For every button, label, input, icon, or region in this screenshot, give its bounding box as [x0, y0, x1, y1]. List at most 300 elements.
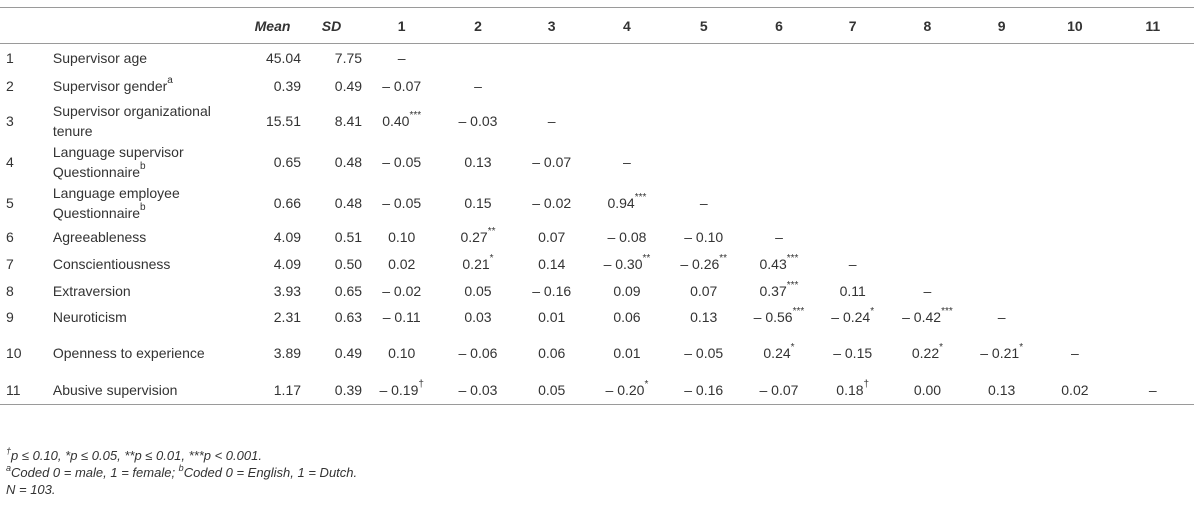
column-header-9: 6 — [742, 8, 815, 44]
mean-value: 2.31 — [273, 309, 302, 325]
correlation-cell — [362, 376, 441, 405]
correlation-cell — [965, 73, 1038, 100]
correlation-value: – — [848, 256, 857, 272]
sd-value: 0.49 — [334, 345, 363, 361]
correlation-cell — [441, 304, 514, 331]
row-number: 11 — [0, 376, 53, 405]
correlation-cell — [890, 182, 965, 224]
correlation-cell — [441, 100, 514, 142]
correlation-value: 0.10 — [388, 345, 416, 361]
correlation-value: – 0.02 — [532, 194, 572, 211]
column-header-11: 8 — [890, 8, 965, 44]
correlation-cell — [816, 376, 890, 405]
column-header-12: 9 — [965, 8, 1038, 44]
note-segment: *** — [188, 448, 204, 463]
correlation-cell — [362, 44, 441, 73]
correlation-value: 0.18 — [836, 381, 864, 398]
correlation-cell — [965, 182, 1038, 224]
sd-value: 0.49 — [334, 78, 363, 94]
significance-mark: ** — [719, 253, 728, 265]
correlation-value: 0.01 — [613, 345, 641, 361]
correlation-cell — [965, 376, 1038, 405]
correlation-value: – 0.19 — [379, 381, 419, 398]
correlation-cell — [441, 142, 514, 182]
correlation-value: – 0.10 — [684, 229, 724, 245]
correlation-cell — [362, 182, 441, 224]
correlation-value: 0.01 — [538, 309, 566, 325]
variable-footnote-mark: b — [140, 201, 146, 213]
correlation-cell — [965, 142, 1038, 182]
correlation-cell — [515, 224, 589, 251]
correlation-cell — [515, 44, 589, 73]
correlation-value: – 0.08 — [607, 229, 647, 245]
note-segment: a — [6, 462, 12, 473]
correlation-cell — [1038, 304, 1111, 331]
row-number: 10 — [6, 345, 22, 361]
correlation-value: – 0.06 — [458, 345, 498, 361]
correlation-cell — [515, 100, 589, 142]
correlation-cell — [1038, 224, 1111, 251]
correlation-cell — [816, 182, 890, 224]
correlation-cell — [589, 331, 665, 376]
correlation-value: 0.03 — [464, 309, 492, 325]
row-number: 8 — [6, 282, 14, 299]
sd-value: 0.48 — [334, 153, 363, 170]
mean-value: 0.65 — [273, 153, 302, 170]
correlation-cell — [742, 142, 815, 182]
column-header-8: 5 — [665, 8, 742, 44]
correlation-value: – — [1148, 381, 1157, 398]
correlation-value: – 0.56 — [753, 309, 793, 325]
correlation-cell — [441, 278, 514, 304]
correlation-cell — [1112, 304, 1195, 331]
variable-name — [53, 251, 244, 278]
correlation-cell — [965, 44, 1038, 73]
correlation-cell — [1112, 278, 1195, 304]
correlation-cell — [362, 142, 441, 182]
correlation-cell — [515, 278, 589, 304]
correlation-cell — [1038, 182, 1111, 224]
significance-mark: *** — [941, 306, 953, 318]
correlation-value: – 0.11 — [382, 309, 421, 325]
correlation-cell — [890, 331, 965, 376]
note-segment: N = 103. — [6, 482, 56, 497]
correlation-cell — [1112, 182, 1195, 224]
correlation-cell — [665, 182, 742, 224]
correlation-cell — [816, 73, 890, 100]
correlation-cell — [665, 44, 742, 73]
significance-mark: ** — [642, 253, 651, 265]
significance-mark: * — [870, 306, 875, 318]
correlation-cell — [665, 251, 742, 278]
correlation-cell — [362, 251, 441, 278]
correlation-cell — [890, 224, 965, 251]
correlation-value: 0.11 — [839, 282, 866, 299]
table-header-row — [0, 8, 1194, 44]
correlation-value: 0.09 — [613, 282, 641, 299]
correlation-cell — [890, 73, 965, 100]
correlation-cell — [589, 251, 665, 278]
correlation-cell — [362, 73, 441, 100]
column-header-4: 1 — [362, 8, 441, 44]
variable-name — [53, 278, 244, 304]
sd-value: 0.48 — [334, 194, 363, 211]
correlation-cell — [890, 100, 965, 142]
correlation-cell — [589, 142, 665, 182]
correlation-cell — [742, 376, 815, 405]
mean-value: 4.09 — [273, 229, 302, 245]
correlation-value: 0.43 — [759, 256, 787, 272]
column-header-0 — [0, 8, 53, 44]
table-row — [0, 251, 1194, 278]
note-segment: Coded 0 = male, 1 = female; — [11, 465, 179, 480]
column-header-10: 7 — [816, 8, 890, 44]
sd-value: 0.65 — [334, 282, 363, 299]
correlation-value: 0.40 — [382, 112, 410, 129]
note-segment: p < 0.001. — [203, 448, 262, 463]
variable-label: Supervisor organizational tenure — [52, 102, 211, 139]
correlation-value: – 0.07 — [532, 153, 572, 170]
correlation-cell — [515, 376, 589, 405]
correlation-value: – — [1070, 345, 1079, 361]
correlation-cell — [742, 73, 815, 100]
correlation-cell — [589, 44, 665, 73]
correlation-cell — [665, 304, 742, 331]
correlation-cell — [1038, 142, 1111, 182]
variable-label: Conscientiousness — [52, 256, 171, 272]
correlation-cell — [742, 278, 815, 304]
table-row — [0, 331, 1194, 376]
correlation-value: 0.15 — [464, 194, 492, 211]
correlation-value: 0.13 — [464, 153, 492, 170]
correlation-value: 0.02 — [1061, 381, 1089, 398]
correlation-cell — [589, 376, 665, 405]
correlation-cell — [589, 224, 665, 251]
column-header-6: 3 — [515, 8, 589, 44]
significance-mark: *** — [634, 191, 647, 203]
correlation-cell — [362, 278, 441, 304]
correlation-cell — [965, 251, 1038, 278]
variable-label: Agreeableness — [52, 229, 147, 245]
correlation-cell — [742, 331, 815, 376]
correlation-cell — [890, 278, 965, 304]
table-row — [0, 44, 1194, 73]
variable-name — [53, 331, 244, 376]
correlation-value: – 0.30 — [603, 256, 643, 272]
correlation-cell — [890, 304, 965, 331]
coding-note — [6, 464, 357, 481]
correlation-value: – 0.05 — [382, 153, 422, 170]
correlation-cell — [1112, 376, 1195, 405]
correlation-cell — [441, 224, 514, 251]
correlation-cell — [589, 278, 665, 304]
significance-mark: * — [790, 342, 795, 354]
correlation-value: 0.94 — [607, 194, 635, 211]
correlation-cell — [890, 142, 965, 182]
column-header-7: 4 — [589, 8, 665, 44]
correlation-value: 0.14 — [538, 256, 566, 272]
correlation-cell — [589, 73, 665, 100]
significance-mark: *** — [786, 253, 799, 265]
correlation-cell — [1038, 100, 1111, 142]
correlation-value: – — [397, 50, 406, 67]
correlation-value: 0.10 — [388, 229, 416, 245]
correlation-cell — [816, 44, 890, 73]
correlation-cell — [441, 182, 514, 224]
correlation-cell — [665, 100, 742, 142]
variable-name — [53, 100, 244, 142]
correlation-cell — [965, 304, 1038, 331]
significance-mark: *** — [792, 306, 805, 318]
correlation-cell — [515, 142, 589, 182]
correlation-cell — [1112, 73, 1195, 100]
correlation-value: – — [923, 282, 932, 299]
variable-label: Language supervisor Questionnaire — [52, 143, 184, 180]
mean-value: 1.17 — [244, 376, 301, 405]
correlation-cell — [742, 182, 815, 224]
table-row — [0, 278, 1194, 304]
mean-value: 3.89 — [273, 345, 302, 361]
correlation-cell — [589, 182, 665, 224]
row-number: 3 — [6, 112, 14, 129]
variable-label: Supervisor age — [52, 50, 148, 67]
significance-mark: * — [939, 342, 944, 354]
correlation-cell — [515, 73, 589, 100]
mean-value: 0.66 — [273, 194, 302, 211]
row-number: 1 — [6, 50, 14, 67]
table-row — [0, 100, 1194, 142]
significance-mark: † — [863, 379, 870, 391]
correlation-value: – 0.26 — [680, 256, 720, 272]
column-header-2: Mean — [244, 8, 301, 44]
significance-mark: ** — [487, 226, 496, 238]
correlation-cell — [1038, 376, 1111, 405]
correlation-value: – 0.16 — [684, 381, 724, 398]
correlation-value: – 0.24 — [831, 309, 871, 325]
correlation-cell — [589, 304, 665, 331]
correlation-cell — [665, 331, 742, 376]
correlation-value: 0.27 — [460, 229, 488, 245]
correlation-cell — [665, 142, 742, 182]
sd-value: 0.39 — [301, 376, 362, 405]
correlation-value: – — [997, 309, 1006, 325]
correlation-cell — [1038, 44, 1111, 73]
table-row — [0, 304, 1194, 331]
column-header-13: 10 — [1038, 8, 1111, 44]
correlation-value: 0.06 — [613, 309, 641, 325]
correlation-cell — [1112, 100, 1195, 142]
significance-mark: *** — [409, 109, 422, 121]
correlation-value: 0.06 — [538, 345, 566, 361]
mean-value: 4.09 — [273, 256, 302, 272]
correlation-value: – 0.20 — [605, 381, 645, 398]
sample-size-note — [6, 481, 357, 498]
correlation-value: – 0.42 — [902, 309, 942, 325]
correlation-value: 0.13 — [690, 309, 718, 325]
table-row — [0, 182, 1194, 224]
sd-value: 8.41 — [334, 112, 363, 129]
significance-mark: * — [644, 379, 649, 391]
correlation-cell — [1112, 224, 1195, 251]
correlation-cell — [816, 304, 890, 331]
correlation-cell — [890, 44, 965, 73]
correlation-cell — [742, 304, 815, 331]
correlation-cell — [362, 304, 441, 331]
correlation-value: 0.07 — [690, 282, 718, 299]
note-segment: Coded 0 = English, 1 = Dutch. — [183, 465, 358, 480]
correlation-cell — [362, 331, 441, 376]
note-segment: * — [65, 448, 71, 463]
table-body — [0, 44, 1194, 405]
correlation-cell — [742, 100, 815, 142]
sd-value: 0.50 — [334, 256, 363, 272]
correlation-cell — [362, 100, 441, 142]
correlation-value: – — [547, 112, 556, 129]
note-segment: † — [6, 445, 12, 456]
correlation-cell — [816, 278, 890, 304]
note-segment: p ≤ 0.05, — [70, 448, 125, 463]
correlation-value: – 0.21 — [980, 345, 1020, 361]
significance-mark: *** — [786, 279, 799, 291]
correlation-value: – 0.07 — [759, 381, 799, 398]
correlation-cell — [742, 224, 815, 251]
mean-value: 15.51 — [265, 112, 302, 129]
correlation-cell — [665, 224, 742, 251]
correlation-value: 0.37 — [759, 282, 787, 299]
variable-name — [53, 182, 244, 224]
correlation-value: 0.13 — [988, 381, 1016, 398]
correlation-cell — [515, 251, 589, 278]
correlation-cell — [816, 142, 890, 182]
correlation-value: – 0.03 — [458, 112, 498, 129]
correlation-value: 0.07 — [538, 229, 566, 245]
note-segment: p ≤ 0.10, — [11, 448, 66, 463]
note-segment: p ≤ 0.01, — [134, 448, 189, 463]
table-row — [0, 142, 1194, 182]
row-number: 7 — [6, 256, 14, 272]
significance-mark: * — [489, 253, 494, 265]
correlation-table — [0, 7, 1194, 405]
table-row — [0, 224, 1194, 251]
correlation-cell — [665, 278, 742, 304]
table-row — [0, 376, 1194, 405]
correlation-cell — [441, 376, 514, 405]
correlation-value: – — [699, 194, 708, 211]
correlation-cell — [589, 100, 665, 142]
row-number: 2 — [6, 78, 14, 94]
significance-mark: † — [418, 379, 424, 391]
correlation-cell — [816, 100, 890, 142]
table-notes — [6, 447, 357, 498]
row-number: 5 — [6, 194, 14, 211]
correlation-value: 0.05 — [464, 282, 492, 299]
correlation-cell — [515, 331, 589, 376]
correlation-cell — [890, 376, 965, 405]
variable-label: Neuroticism — [52, 309, 127, 325]
mean-value: 0.39 — [273, 78, 302, 94]
variable-name — [53, 224, 244, 251]
variable-footnote-mark: a — [167, 75, 173, 87]
correlation-cell — [816, 224, 890, 251]
correlation-cell — [965, 100, 1038, 142]
correlation-value: – — [474, 78, 482, 94]
mean-value: 45.04 — [265, 50, 302, 67]
correlation-cell — [816, 251, 890, 278]
correlation-value: 0.02 — [388, 256, 416, 272]
note-segment: ** — [124, 448, 135, 463]
correlation-cell — [665, 376, 742, 405]
correlation-cell — [1038, 73, 1111, 100]
sd-value: 0.63 — [334, 309, 363, 325]
variable-label: Abusive supervision — [52, 381, 178, 398]
correlation-value: – — [623, 153, 631, 170]
correlation-cell — [441, 331, 514, 376]
correlation-cell — [1112, 44, 1195, 73]
correlation-value: – — [775, 229, 783, 245]
column-header-3: SD — [301, 8, 362, 44]
correlation-cell — [441, 251, 514, 278]
correlation-cell — [441, 44, 514, 73]
significance-mark: * — [1019, 342, 1024, 354]
variable-label: Language employee Questionnaire — [52, 184, 180, 221]
variable-label: Openness to experience — [52, 345, 205, 361]
correlation-cell — [965, 278, 1038, 304]
row-number: 6 — [6, 229, 14, 245]
correlation-cell — [1112, 251, 1195, 278]
table-row — [0, 73, 1194, 100]
variable-label: Extraversion — [52, 282, 131, 299]
correlation-value: – 0.15 — [833, 345, 873, 361]
correlation-value: 0.24 — [763, 345, 791, 361]
column-header-5: 2 — [441, 8, 514, 44]
variable-name — [53, 304, 244, 331]
variable-footnote-mark: b — [140, 160, 146, 172]
sd-value: 0.51 — [334, 229, 363, 245]
correlation-cell — [1038, 331, 1111, 376]
correlation-value: 0.05 — [538, 381, 566, 398]
correlation-cell — [665, 73, 742, 100]
correlation-cell — [816, 331, 890, 376]
row-number: 4 — [6, 153, 14, 170]
correlation-value: 0.00 — [913, 381, 942, 398]
correlation-value: – 0.02 — [382, 282, 422, 299]
correlation-cell — [1112, 331, 1195, 376]
significance-note — [6, 447, 357, 464]
mean-value: 3.93 — [273, 282, 302, 299]
correlation-value: – 0.05 — [684, 345, 724, 361]
correlation-cell — [965, 224, 1038, 251]
correlation-value: 0.22 — [911, 345, 940, 361]
correlation-cell — [742, 251, 815, 278]
sd-value: 7.75 — [334, 50, 363, 67]
correlation-value: – 0.07 — [382, 78, 422, 94]
variable-name — [53, 73, 244, 100]
correlation-value: – 0.03 — [458, 381, 498, 398]
correlation-value: 0.21 — [462, 256, 490, 272]
correlation-cell — [515, 182, 589, 224]
variable-name — [53, 44, 244, 73]
correlation-cell — [1038, 278, 1111, 304]
row-number: 9 — [6, 309, 14, 325]
column-header-14: 11 — [1112, 8, 1195, 44]
variable-name — [53, 376, 244, 405]
correlation-cell — [515, 304, 589, 331]
correlation-cell — [965, 331, 1038, 376]
variable-label: Supervisor gender — [52, 78, 168, 94]
note-segment: b — [178, 462, 184, 473]
correlation-cell — [362, 224, 441, 251]
correlation-cell — [1112, 142, 1195, 182]
